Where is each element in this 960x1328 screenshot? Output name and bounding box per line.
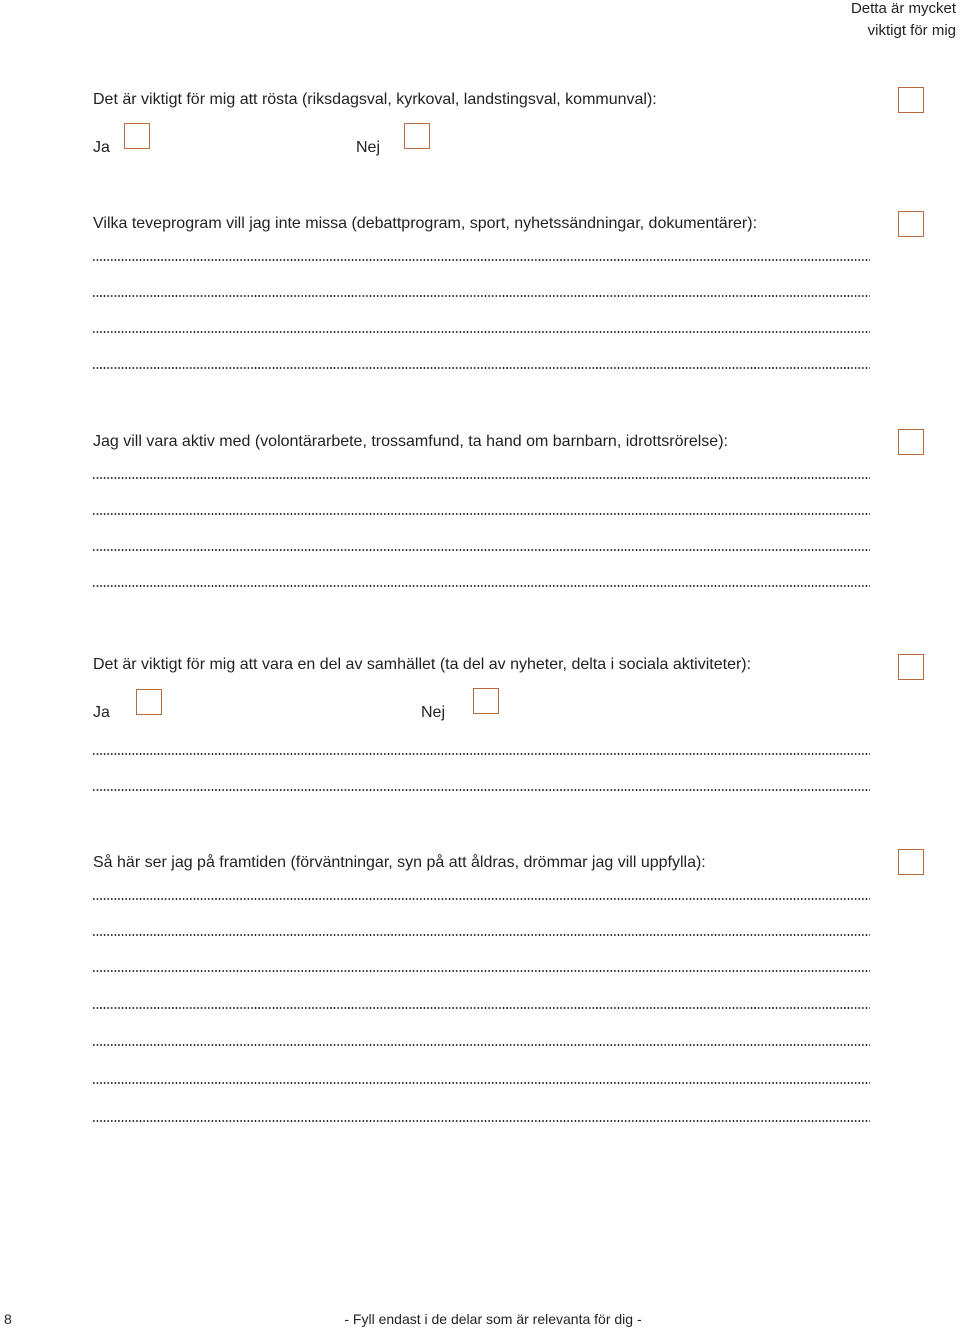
page-number: 8 [4,1311,12,1327]
answer-line[interactable] [92,898,870,900]
question-5-text: Så här ser jag på framtiden (förväntningar, syn på att åldras, drömmar jag vill uppfylla): [93,854,706,871]
answer-line[interactable] [92,513,870,515]
answer-line[interactable] [92,789,870,791]
answer-line[interactable] [92,753,870,755]
answer-line[interactable] [92,1044,870,1046]
question-5-importance-checkbox[interactable] [898,849,924,875]
importance-header [756,0,956,42]
question-3-importance-checkbox[interactable] [898,429,924,455]
question-3-text: Jag vill vara aktiv med (volontärarbete, trossamfund, ta hand om barnbarn, idrottsrörelse): [93,433,728,450]
answer-line[interactable] [92,1007,870,1009]
answer-line[interactable] [92,1120,870,1122]
answer-line[interactable] [92,1082,870,1084]
question-2-text: Vilka teveprogram vill jag inte missa (debattprogram, sport, nyhetssändningar, dokumentärer): [93,215,758,232]
question-4-no-checkbox[interactable] [473,688,499,714]
answer-line[interactable] [92,934,870,936]
question-1-yes-label: Ja [93,139,110,156]
importance-header-line2: viktigt för mig [867,22,956,39]
question-1-no-checkbox[interactable] [404,123,430,149]
question-4-no-label: Nej [421,704,446,721]
question-1-importance-checkbox[interactable] [898,87,924,113]
question-4-yes-checkbox[interactable] [136,689,162,715]
question-4-yes-label: Ja [93,704,110,721]
question-4-text: Det är viktigt för mig att vara en del av samhället (ta del av nyheter, delta i sociala aktiviteter): [93,656,752,673]
answer-line[interactable] [92,549,870,551]
question-1-yes-checkbox[interactable] [124,123,150,149]
answer-line[interactable] [92,259,870,261]
answer-line[interactable] [92,970,870,972]
answer-line[interactable] [92,585,870,587]
question-4-importance-checkbox[interactable] [898,654,924,680]
question-2-importance-checkbox[interactable] [898,211,924,237]
footer-note: - Fyll endast i de delar som är relevanta för dig - [344,1311,642,1327]
answer-line[interactable] [92,331,870,333]
question-1-text: Det är viktigt för mig att rösta (riksdagsval, kyrkoval, landstingsval, kommunval): [93,91,657,108]
answer-line[interactable] [92,367,870,369]
answer-line[interactable] [92,477,870,479]
question-1-no-label: Nej [356,139,381,156]
importance-header-line1: Detta är mycket [850,0,956,17]
answer-line[interactable] [92,295,870,297]
